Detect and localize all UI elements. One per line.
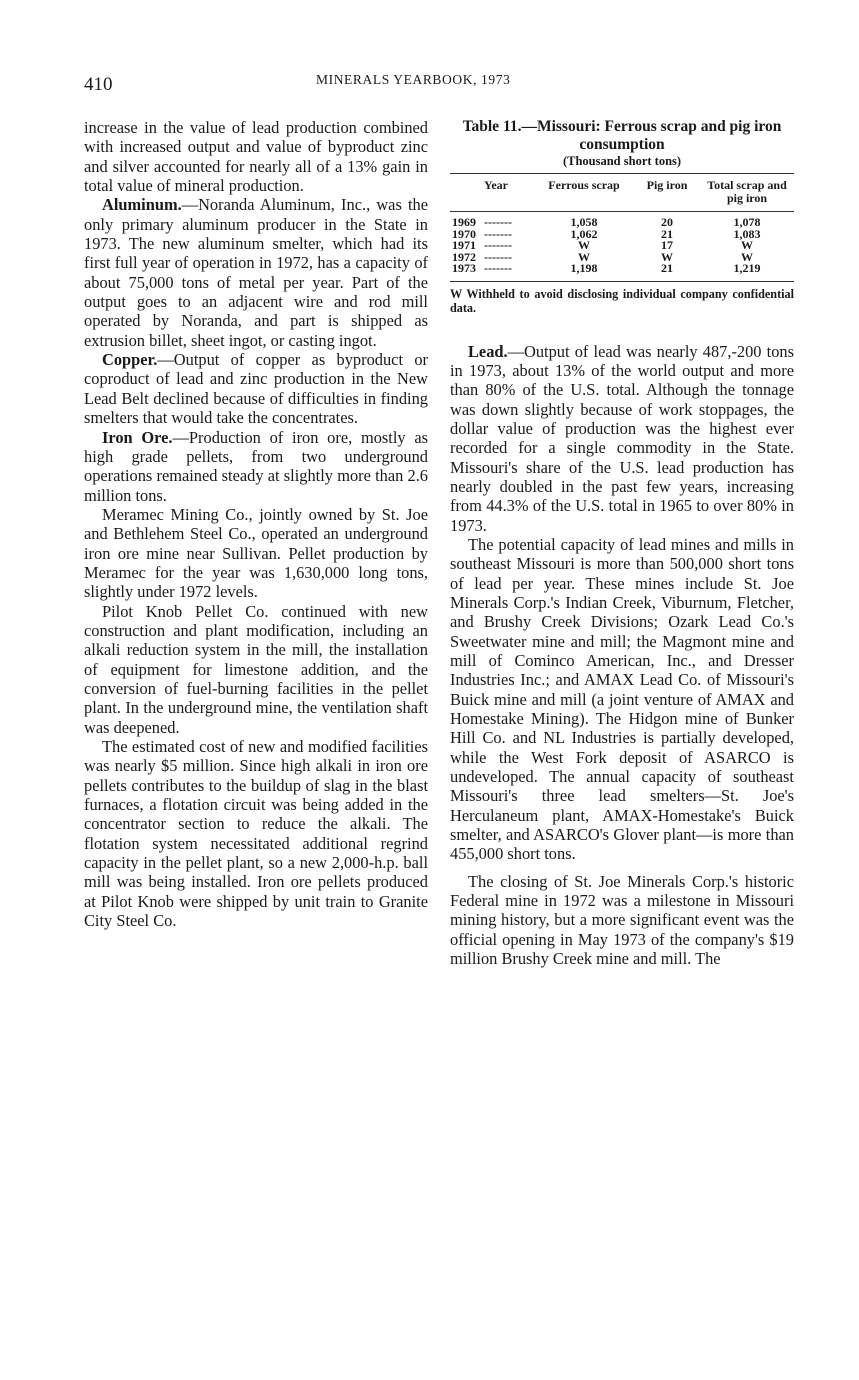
aluminum-text: —Noranda Aluminum, Inc., was the only primary aluminum producer in the State in 1973. The new aluminum smelter, which had its first full year of operation in 1972, has a capacity of about 75,000 tons of metal per year. Part of the output goes to an adjacent wire and rod mill operated by Noranda, and part is shipped as extrusion billet, sheet ingot, or casting ingot. [84, 195, 428, 350]
aluminum-paragraph [84, 195, 428, 350]
consumption-table [450, 173, 794, 282]
cell-pig: 21 [634, 263, 700, 281]
row-year: 1971 [452, 238, 476, 252]
closing-paragraph: The closing of St. Joe Minerals Corp.'s historic Federal mine in 1972 was a milestone in Missouri mining history, but a more significant event was the official opening in May 1973 of the company's $19 million Brushy Creek mine and mill. The [450, 871, 794, 969]
cell-ferrous: 1,062 [570, 226, 598, 241]
cell-pig: W [661, 249, 673, 264]
table-11 [450, 118, 794, 316]
cell-total: W [741, 238, 753, 252]
capacity-paragraph: The potential capacity of lead mines and mills in southeast Missouri is more than 500,000 short tons of lead per year. These mines include St. Joe Minerals Corp.'s Indian Creek, Viburnum, Fletcher, and Brushy Creek Divisions; Ozark Lead Co.'s Sweetwater mine and mill; the Magmont mine and mill of Cominco American, Inc., and Dresser Industries Inc.; and AMAX Lead Co. of Missouri's Buick mine and mill (a joint venture of AMAX and Homestake Mining). The Hidgon mine of Bunker Hill Co. and NL Industries is partially developed, while the West Fork deposit of ASARCO is undeveloped. The annual capacity of southeast Missouri's three lead smelters—St. Joe's Herculaneum plant, AMAX-Homestake's Buick smelter, and ASARCO's Glover plant—is more than 455,000 short tons. [450, 534, 794, 864]
lead-heading: Lead. [468, 341, 508, 361]
page-number: 410 [84, 74, 113, 95]
leader-dots: ------- [484, 226, 512, 241]
table-footnote: W Withheld to avoid disclosing individual company confidential data. [450, 286, 794, 315]
col-header-total: Total scrap and pig iron [700, 174, 794, 212]
leader-dots: ------- [484, 238, 512, 252]
table-row [450, 263, 794, 281]
cell-total: 1,219 [700, 263, 794, 281]
row-year: 1970 [452, 226, 476, 241]
left-column [84, 118, 428, 930]
table-row [450, 212, 794, 229]
col-header-pig: Pig iron [634, 174, 700, 212]
intro-paragraph: increase in the value of lead production combined with increased output and value of byproduct zinc and silver accounted for nearly all of a 13% gain in total value of mineral production. [84, 118, 428, 196]
leader-dots: ------- [484, 261, 512, 275]
copper-text: —Output of copper as byproduct or coproduct of lead and zinc production in the New Lead Belt declined because of difficulties in finding smelters that would take the concentrates. [84, 350, 428, 428]
col-header-year: Year [450, 174, 534, 212]
lead-paragraph [450, 342, 794, 535]
copper-paragraph [84, 350, 428, 427]
aluminum-heading: Aluminum. [102, 195, 182, 215]
cell-ferrous: W [578, 238, 590, 252]
copper-heading: Copper. [102, 350, 158, 370]
iron-ore-heading: Iron Ore. [102, 427, 173, 447]
cell-pig: 21 [661, 226, 673, 241]
iron-ore-paragraph [84, 428, 428, 505]
right-column [450, 118, 794, 969]
cost-paragraph: The estimated cost of new and modified facilities was nearly $5 million. Since high alkali in iron ore pellets contributes to the buildup of slag in the blast furnaces, a flotation circuit was being added in the concentrator section to reduce the alkali. The flotation system necessitated additional regrind capacity in the pellet plant, so a new 2,000-h.p. ball mill was being installed. Iron ore pellets produced at Pilot Knob were shipped by unit train to Granite City Steel Co. [84, 737, 428, 931]
cell-ferrous: 1,058 [570, 215, 598, 229]
row-year: 1969 [452, 215, 476, 229]
row-year: 1972 [452, 249, 476, 264]
cell-pig: 20 [661, 215, 673, 229]
cell-total: 1,078 [733, 215, 761, 229]
cell-total: W [741, 249, 753, 264]
col-header-ferrous: Ferrous scrap [534, 174, 634, 212]
running-title: MINERALS YEARBOOK, 1973 [316, 72, 511, 87]
meramec-paragraph: Meramec Mining Co., jointly owned by St. Joe and Bethlehem Steel Co., operated an underground iron ore mine near Sullivan. Pellet production by Meramec for the year was 1,630,000 long tons, slightly under 1972 levels. [84, 504, 428, 602]
row-year: 1973 [452, 261, 476, 275]
pilot-knob-paragraph: Pilot Knob Pellet Co. continued with new construction and plant modification, including an alkali reduction system in the mill, the installation of equipment for limestone addition, and the conversion of fuel-burning facilities in the pellet plant. In the underground mine, the ventilation shaft was deepened. [84, 601, 428, 737]
table-header-row [450, 174, 794, 212]
leader-dots: ------- [484, 215, 512, 229]
cell-total: 1,083 [733, 226, 761, 241]
cell-ferrous: W [578, 249, 590, 264]
leader-dots: ------- [484, 249, 512, 264]
lead-text: —Output of lead was nearly 487,-200 tons in 1973, about 13% of the world output and more than 80% of the U.S. total. Although the tonnage was down slightly because of work stoppages, the dollar value of production was the highest ever recorded for a single commodity in the State. Missouri's share of the U.S. lead production has nearly doubled in the past few years, increasing from 44.3% of the U.S. total in 1965 to over 80% in 1973. [450, 341, 794, 535]
iron-ore-text: —Production of iron ore, mostly as high grade pellets, from two underground operations remained steady at slightly more than 2.6 million tons. [84, 427, 428, 505]
cell-ferrous: 1,198 [534, 263, 634, 281]
table-subtitle: (Thousand short tons) [562, 154, 682, 168]
cell-pig: 17 [661, 238, 673, 252]
table-title: Table 11.—Missouri: Ferrous scrap and pig iron consumption [462, 118, 782, 153]
